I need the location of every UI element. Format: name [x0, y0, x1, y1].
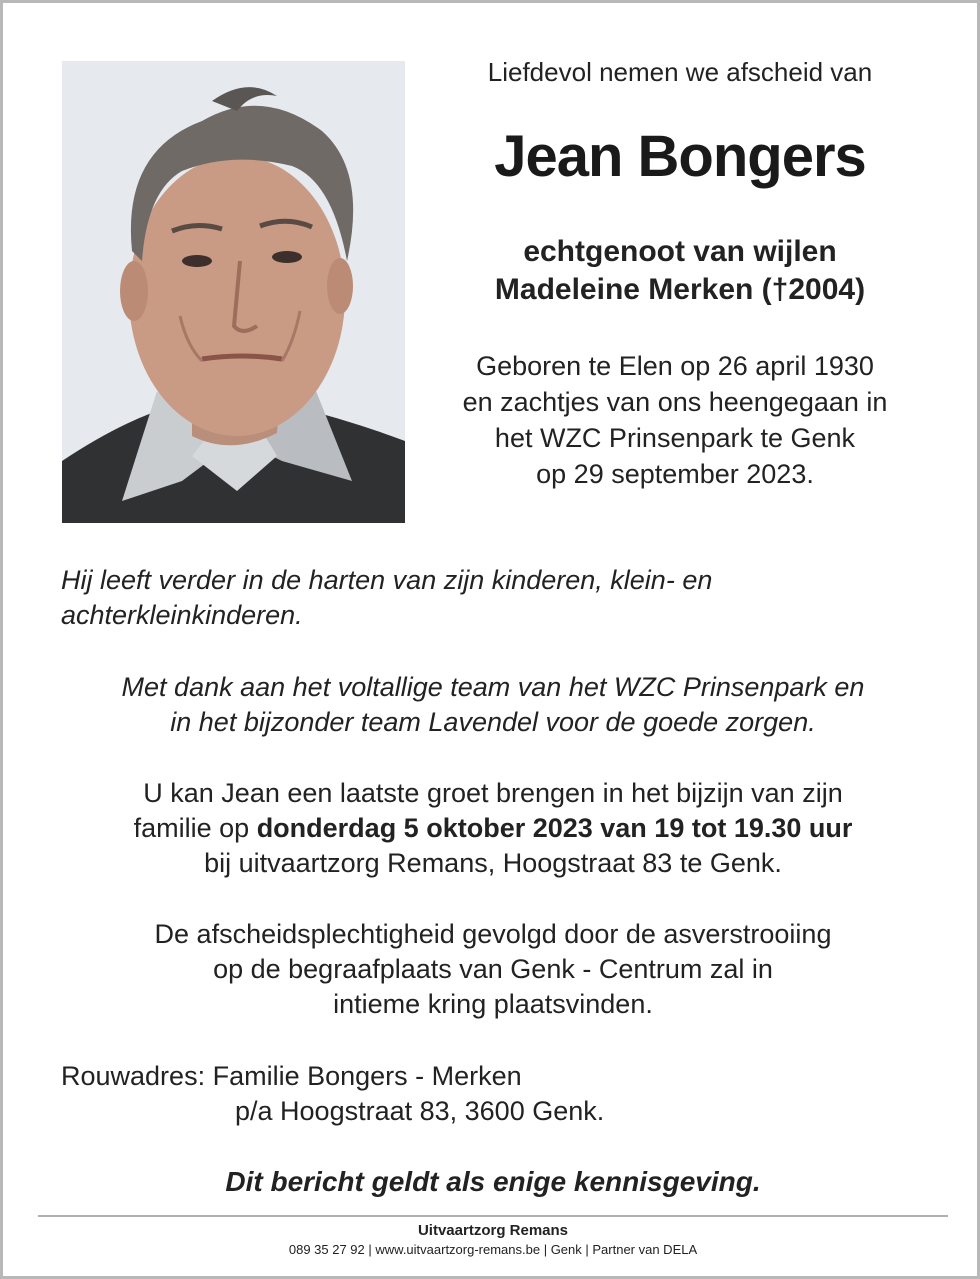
- visit-line-2-prefix: familie op: [133, 813, 257, 843]
- born-line-1: Geboren te Elen op 26 april 1930: [476, 351, 874, 381]
- ceremony-line-1: De afscheidsplechtigheid gevolgd door de asverstrooiing: [154, 919, 832, 949]
- funeral-home-info: 089 35 27 92 | www.uitvaartzorg-remans.be | Genk | Partner van DELA: [288, 1242, 698, 1257]
- family-text: Hij leeft verder in de harten van zijn kinderen, klein- en achterkleinkinderen.: [61, 565, 713, 630]
- visit-line-2: [43, 811, 943, 846]
- mourning-address: [61, 1059, 931, 1129]
- portrait-photo: [62, 61, 405, 523]
- spouse-line-1: echtgenoot van wijlen: [523, 235, 837, 268]
- born-line-4: op 29 september 2023.: [536, 459, 814, 489]
- ceremony-line-3: intieme kring plaatsvinden.: [333, 989, 653, 1019]
- address-line-2: p/a Hoogstraat 83, 3600 Genk.: [235, 1096, 605, 1126]
- footer-divider: [38, 1215, 948, 1217]
- visit-line-1: U kan Jean een laatste groet brengen in het bijzijn van zijn: [143, 778, 843, 808]
- intro-text: Liefdevol nemen we afscheid van: [487, 57, 873, 87]
- visitation-text: [43, 776, 943, 881]
- funeral-home-name: Uitvaartzorg Remans: [417, 1222, 569, 1239]
- thanks-text: [43, 670, 943, 740]
- birth-death-info: [415, 348, 935, 492]
- thanks-line-1: Met dank aan het voltallige team van het WZC Prinsenpark en: [121, 672, 865, 702]
- deceased-name: Jean Bongers: [494, 124, 866, 189]
- visit-line-3: bij uitvaartzorg Remans, Hoogstraat 83 te Genk.: [204, 848, 782, 878]
- spouse-info: [435, 233, 925, 309]
- address-line-1: Rouwadres: Familie Bongers - Merken: [61, 1061, 522, 1091]
- born-line-2: en zachtjes van ons heengegaan in: [462, 387, 888, 417]
- thanks-line-2: in het bijzonder team Lavendel voor de goede zorgen.: [170, 707, 816, 737]
- visit-date-time: donderdag 5 oktober 2023 van 19 tot 19.30 uur: [256, 813, 853, 843]
- notice-text: Dit bericht geldt als enige kennisgeving.: [225, 1166, 761, 1197]
- ceremony-text: [43, 917, 943, 1022]
- born-line-3: het WZC Prinsenpark te Genk: [494, 423, 856, 453]
- ceremony-line-2: op de begraafplaats van Genk - Centrum zal in: [213, 954, 773, 984]
- spouse-line-2: Madeleine Merken (†2004): [494, 273, 866, 306]
